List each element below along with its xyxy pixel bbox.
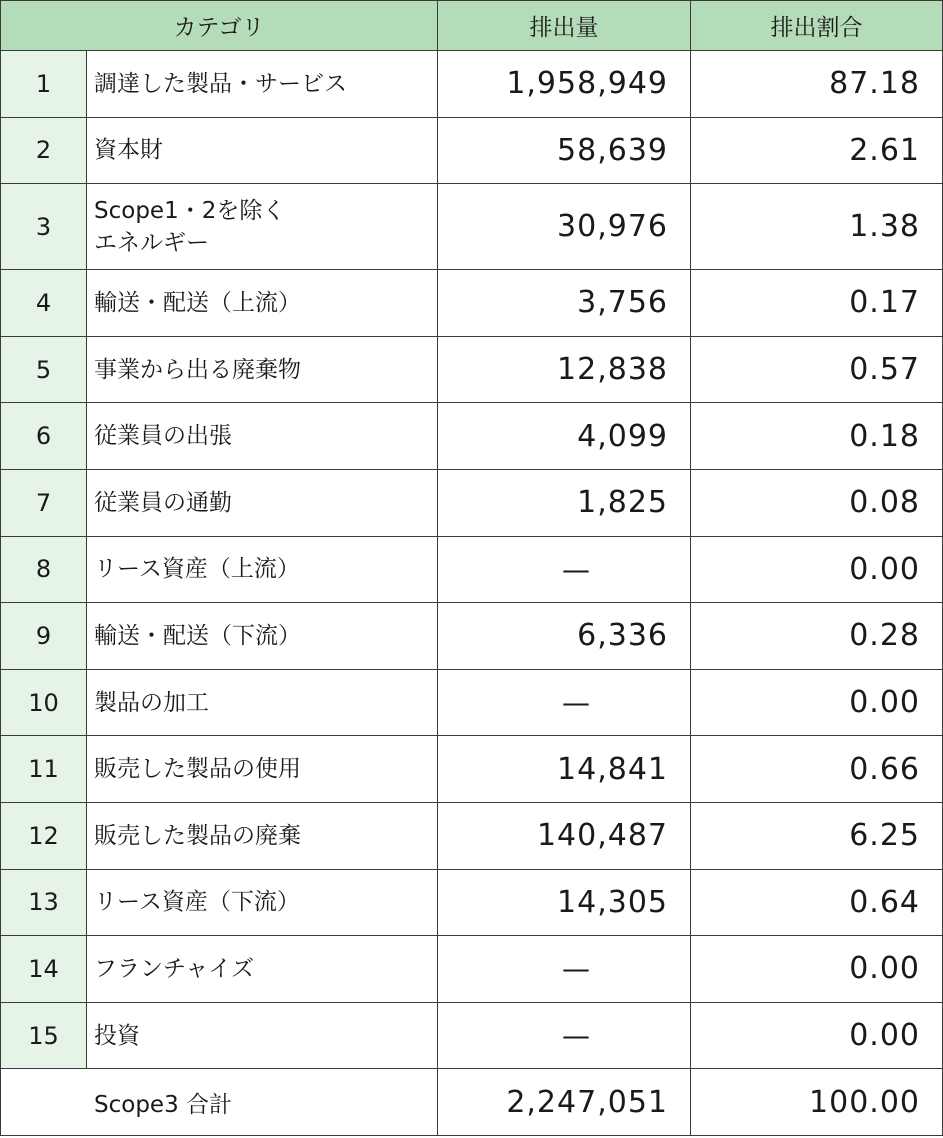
row-emissions: 3,756 [438,270,691,337]
row-ratio: 0.17 [691,270,943,337]
header-ratio: 排出割合 [691,1,943,51]
row-ratio: 6.25 [691,802,943,869]
row-emissions: 140,487 [438,802,691,869]
row-number: 4 [1,270,87,337]
row-number: 10 [1,669,87,736]
table-row [1,51,943,118]
row-emissions: 1,825 [438,469,691,536]
row-number: 8 [1,536,87,603]
table-row [1,603,943,670]
row-ratio: 0.28 [691,603,943,670]
row-emissions: — [438,536,691,603]
row-number: 3 [1,184,87,270]
row-category: 資本財 [87,117,438,184]
row-category: 従業員の通勤 [87,469,438,536]
row-category: リース資産（上流） [87,536,438,603]
row-ratio: 0.18 [691,403,943,470]
row-ratio: 0.57 [691,336,943,403]
table-row [1,336,943,403]
row-ratio: 1.38 [691,184,943,270]
row-ratio: 87.18 [691,51,943,118]
row-number: 11 [1,736,87,803]
row-category: 販売した製品の廃棄 [87,802,438,869]
row-ratio: 0.66 [691,736,943,803]
row-category: リース資産（下流） [87,869,438,936]
row-category: 販売した製品の使用 [87,736,438,803]
row-emissions: — [438,1002,691,1069]
row-emissions: 1,958,949 [438,51,691,118]
table-row [1,669,943,736]
row-ratio: 0.00 [691,669,943,736]
row-number: 15 [1,1002,87,1069]
row-ratio: 0.00 [691,936,943,1003]
row-number: 7 [1,469,87,536]
table-row [1,270,943,337]
row-category: Scope1・2を除く エネルギー [87,184,438,270]
row-number: 14 [1,936,87,1003]
row-category: 従業員の出張 [87,403,438,470]
table-row [1,469,943,536]
table-row [1,802,943,869]
table-row [1,117,943,184]
total-emissions: 2,247,051 [438,1069,691,1136]
row-emissions: 6,336 [438,603,691,670]
row-ratio: 2.61 [691,117,943,184]
total-label: Scope3 合計 [1,1069,438,1136]
header-emissions: 排出量 [438,1,691,51]
row-ratio: 0.00 [691,536,943,603]
row-category: 調達した製品・サービス [87,51,438,118]
row-number: 12 [1,802,87,869]
row-number: 9 [1,603,87,670]
row-category: フランチャイズ [87,936,438,1003]
table-row [1,936,943,1003]
row-category: 投資 [87,1002,438,1069]
total-row [1,1069,943,1136]
table-row [1,869,943,936]
table-row [1,736,943,803]
header-row [1,1,943,51]
row-emissions: 14,841 [438,736,691,803]
row-category: 製品の加工 [87,669,438,736]
row-emissions: 4,099 [438,403,691,470]
row-ratio: 0.64 [691,869,943,936]
row-ratio: 0.08 [691,469,943,536]
row-number: 2 [1,117,87,184]
row-emissions: 58,639 [438,117,691,184]
table-body [1,51,943,1069]
row-emissions: — [438,669,691,736]
row-emissions: 12,838 [438,336,691,403]
row-emissions: 30,976 [438,184,691,270]
row-number: 5 [1,336,87,403]
table-row [1,1002,943,1069]
table-row [1,184,943,270]
total-ratio: 100.00 [691,1069,943,1136]
row-ratio: 0.00 [691,1002,943,1069]
table-row [1,403,943,470]
row-emissions: 14,305 [438,869,691,936]
header-category: カテゴリ [1,1,438,51]
row-number: 1 [1,51,87,118]
row-emissions: — [438,936,691,1003]
row-number: 6 [1,403,87,470]
row-category: 輸送・配送（上流） [87,270,438,337]
row-number: 13 [1,869,87,936]
row-category: 事業から出る廃棄物 [87,336,438,403]
table-row [1,536,943,603]
row-category: 輸送・配送（下流） [87,603,438,670]
